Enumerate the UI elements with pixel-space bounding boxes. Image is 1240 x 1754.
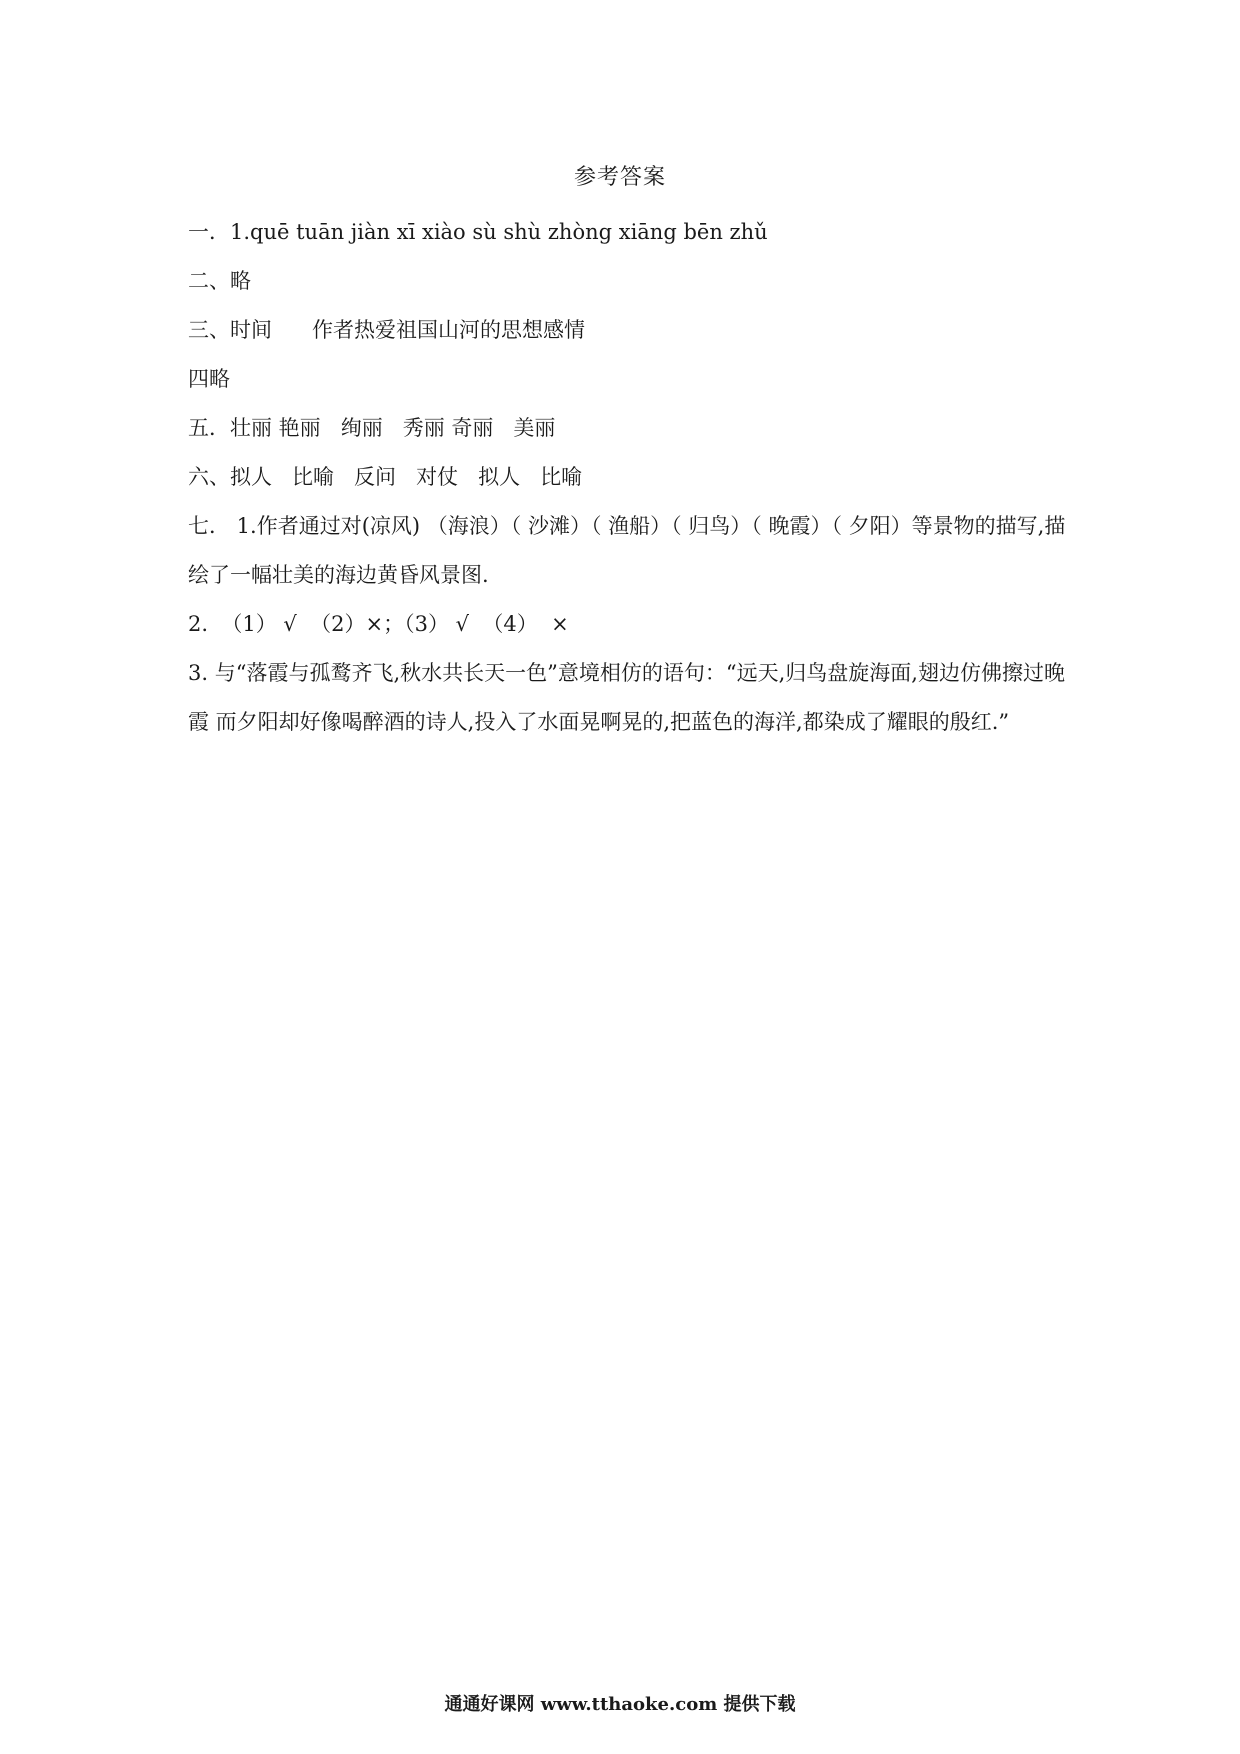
answer-line-7-1: 七． 1.作者通过对(凉风) （海浪）（ 沙滩）（ 渔船）（ 归鸟）（ 晚霞）（ 夕阳）等景物的描写,描绘了一幅壮美的海边黄昏风景图.	[188, 514, 1066, 587]
answer-line-6: 六、拟人 比喻 反问 对仗 拟人 比喻	[188, 465, 583, 489]
answer-line-4: 四略	[188, 367, 230, 391]
answer-line-7-2: 2. （1） √ （2）×；（3） √ （4） ×	[188, 612, 569, 636]
answer-line-7-3: 3. 与“落霞与孤鹜齐飞,秋水共长天一色”意境相仿的语句：“远天,归鸟盘旋海面,翅边仿佛擦过晚霞 而夕阳却好像喝醉酒的诗人,投入了水面晃啊晃的,把蓝色的海洋,都染成了耀眼的殷红.”	[188, 661, 1065, 734]
answer-line-1: 一．1.quē tuān jiàn xī xiào sù shù zhòng xiāng bēn zhǔ	[188, 220, 768, 244]
page-title: 参考答案	[573, 165, 666, 190]
answer-content	[188, 208, 1068, 747]
footer-credit: 通通好课网 www.tthaoke.com 提供下载	[444, 1694, 796, 1715]
answer-line-3: 三、时间 作者热爱祖国山河的思想感情	[188, 318, 586, 342]
answer-line-2: 二、略	[188, 269, 251, 293]
answer-line-5: 五．壮丽 艳丽 绚丽 秀丽 奇丽 美丽	[188, 416, 556, 440]
